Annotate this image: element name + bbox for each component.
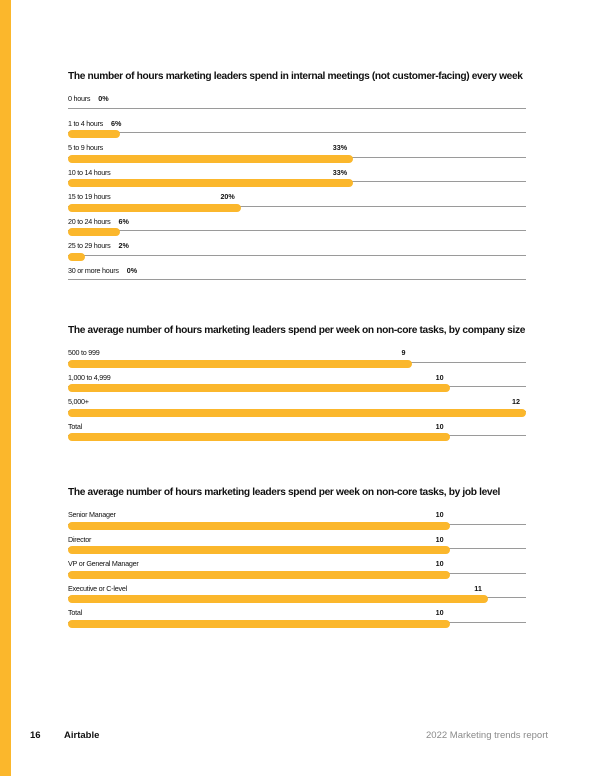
chart-title: The average number of hours marketing leaders spend per week on non-core tasks, by company size [68, 325, 526, 336]
category-label: 5 to 9 hours [68, 143, 103, 152]
bar-track [68, 360, 526, 368]
category-label: 15 to 19 hours [68, 192, 111, 201]
bar-track [68, 106, 526, 114]
bar-row [68, 118, 526, 143]
category-label: 5,000+ [68, 397, 89, 406]
category-label: 1,000 to 4,999 [68, 372, 111, 382]
category-label: Executive or C-level [68, 583, 127, 593]
value-label: 20% [220, 192, 235, 201]
bar-row [68, 534, 526, 559]
bar-row [68, 265, 526, 290]
category-label: Director [68, 534, 92, 544]
value-label: 10 [435, 559, 444, 568]
category-label: 20 to 24 hours [68, 216, 111, 226]
bar [68, 571, 450, 579]
bar-track [68, 155, 526, 163]
bar [68, 595, 488, 603]
value-label: 6% [118, 216, 129, 226]
bar-list [68, 93, 526, 289]
bar-track [68, 595, 526, 603]
category-label: 500 to 999 [68, 348, 100, 357]
bar-baseline [68, 255, 526, 256]
bar-track [68, 384, 526, 392]
bar-track [68, 130, 526, 138]
bar [68, 360, 412, 368]
bar-track [68, 277, 526, 285]
bar-track [68, 433, 526, 441]
page-number: 16 [30, 730, 41, 741]
bar-row [68, 347, 526, 372]
bar-row [68, 396, 526, 421]
value-label: 0% [98, 94, 109, 103]
bar-row [68, 167, 526, 192]
chart-by-job-level [68, 486, 526, 632]
category-label: 10 to 14 hours [68, 167, 111, 177]
bar [68, 204, 241, 212]
chart-internal-meetings [68, 70, 526, 289]
bar [68, 155, 353, 163]
side-accent-stripe [0, 0, 11, 776]
bar-row [68, 240, 526, 265]
value-label: 10 [435, 534, 444, 544]
bar-row [68, 558, 526, 583]
value-label: 33% [332, 167, 348, 177]
bar-track [68, 546, 526, 554]
bar-row [68, 607, 526, 632]
bar-row [68, 509, 526, 534]
bar [68, 522, 450, 530]
bar [68, 546, 450, 554]
value-label: 9 [401, 348, 406, 357]
bar-list [68, 347, 526, 445]
value-label: 0% [126, 265, 138, 275]
bar-track [68, 204, 526, 212]
report-title: 2022 Marketing trends report [426, 730, 548, 741]
value-label: 10 [435, 510, 444, 519]
category-label: 0 hours [68, 94, 91, 103]
bar-baseline [68, 132, 526, 133]
bar-row [68, 216, 526, 241]
category-label: Senior Manager [68, 510, 116, 519]
bar [68, 384, 450, 392]
bar-baseline [68, 230, 526, 231]
bar-track [68, 620, 526, 628]
bar-track [68, 253, 526, 261]
value-label: 10 [435, 372, 444, 382]
bar [68, 228, 120, 236]
bar-row [68, 421, 526, 446]
category-label: Total [68, 421, 82, 431]
bar-track [68, 522, 526, 530]
category-label: VP or General Manager [68, 559, 139, 568]
bar-track [68, 228, 526, 236]
bar-row [68, 191, 526, 216]
category-label: Total [68, 608, 82, 617]
bar-baseline [68, 279, 526, 280]
bar [68, 433, 450, 441]
value-label: 12 [512, 397, 520, 406]
value-label: 33% [332, 143, 348, 152]
value-label: 10 [435, 608, 444, 617]
page-footer [30, 730, 548, 746]
value-label: 2% [118, 241, 129, 250]
bar-row [68, 583, 526, 608]
bar [68, 253, 85, 261]
bar [68, 179, 353, 187]
bar-row [68, 142, 526, 167]
value-label: 10 [435, 421, 444, 431]
bar [68, 620, 450, 628]
bar [68, 409, 526, 417]
category-label: 1 to 4 hours [68, 118, 103, 128]
bar-track [68, 409, 526, 417]
category-label: 30 or more hours [68, 265, 119, 275]
category-label: 25 to 29 hours [68, 241, 111, 250]
value-label: 6% [110, 118, 122, 128]
bar-track [68, 179, 526, 187]
value-label: 11 [474, 583, 482, 593]
chart-title: The average number of hours marketing leaders spend per week on non-core tasks, by job level [68, 487, 501, 498]
bar-track [68, 571, 526, 579]
bar-row [68, 93, 526, 118]
chart-title: The number of hours marketing leaders spend in internal meetings (not customer-facing) every week [68, 71, 523, 82]
bar-baseline [68, 108, 526, 109]
bar-row [68, 372, 526, 397]
chart-by-company-size [68, 324, 526, 445]
bar-list [68, 509, 526, 632]
bar [68, 130, 120, 138]
brand-name: Airtable [64, 730, 100, 741]
